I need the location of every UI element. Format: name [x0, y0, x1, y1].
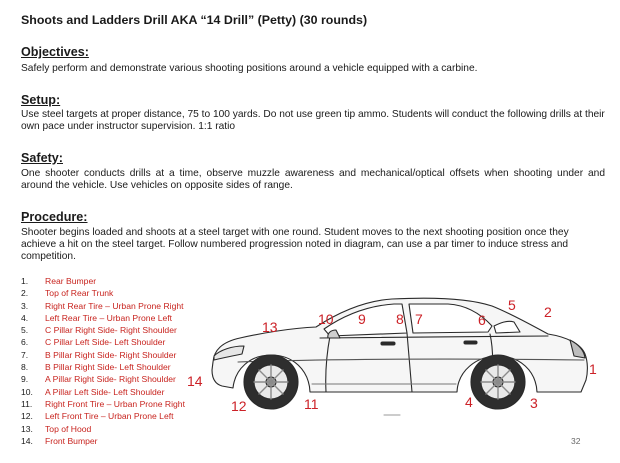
position-label-1: 1	[589, 361, 597, 377]
list-item: 11. Right Front Tire – Urban Prone Right	[21, 398, 185, 409]
safety-text: One shooter conducts drills at a time, observe muzzle awareness and mechanical/optical offsets when shooting under and around the vehicle. Use vehicles on opposite sides of range.	[21, 168, 605, 192]
list-item: 7. B Pillar Right Side- Right Shoulder	[21, 349, 177, 360]
procedure-heading: Procedure:	[21, 210, 88, 224]
position-label-6: 6	[478, 312, 486, 328]
document-title: Shoots and Ladders Drill AKA “14 Drill” (Petty) (30 rounds)	[21, 13, 368, 27]
position-label-2: 2	[544, 304, 552, 320]
position-label-11: 11	[304, 396, 319, 412]
list-item: 13. Top of Hood	[21, 423, 92, 434]
list-item: 9. A Pillar Right Side- Right Shoulder	[21, 374, 176, 385]
position-label-10: 10	[318, 311, 334, 327]
list-item: 2. Top of Rear Trunk	[21, 288, 114, 299]
setup-heading: Setup:	[21, 93, 61, 107]
position-label-9: 9	[358, 311, 366, 327]
list-item: 10. A Pillar Left Side- Left Shoulder	[21, 386, 165, 397]
list-item: 3. Right Rear Tire – Urban Prone Right	[21, 300, 184, 311]
position-label-7: 7	[415, 311, 423, 327]
list-item: 1. Rear Bumper	[21, 276, 97, 286]
list-item: 5. C Pillar Right Side- Right Shoulder	[21, 325, 177, 336]
position-label-5: 5	[508, 297, 516, 313]
safety-heading: Safety:	[21, 151, 63, 165]
list-item: 14. Front Bumper	[21, 435, 98, 446]
list-item: 12. Left Front Tire – Urban Prone Left	[21, 411, 174, 422]
list-item: 4. Left Rear Tire – Urban Prone Left	[21, 312, 173, 323]
setup-text: Use steel targets at proper distance, 75 to 100 yards. Do not use green tip ammo. Students will conduct the following drills at their own pace under instructor supervision. 1:1 ratio	[21, 109, 605, 133]
position-label-3: 3	[530, 395, 538, 411]
position-label-4: 4	[465, 394, 473, 410]
objectives-text: Safely perform and demonstrate various shooting positions around a vehicle equipped with a carbine.	[21, 63, 478, 74]
list-item: 8. B Pillar Right Side- Left Shoulder	[21, 362, 171, 373]
objectives-heading: Objectives:	[21, 45, 89, 59]
list-item: 6. C Pillar Left Side- Left Shoulder	[21, 337, 166, 348]
position-label-13: 13	[262, 319, 278, 335]
page-number: 32	[571, 436, 581, 446]
position-label-8: 8	[396, 311, 404, 327]
position-label-12: 12	[231, 398, 247, 414]
procedure-text: Shooter begins loaded and shoots at a steel target with one round. Student moves to the next shooting position once they achieve a hit on the steel target. Follow numbered progression noted in diagram, can use a par timer to induce stress and competition.	[21, 227, 569, 263]
position-label-14: 14	[187, 373, 203, 389]
